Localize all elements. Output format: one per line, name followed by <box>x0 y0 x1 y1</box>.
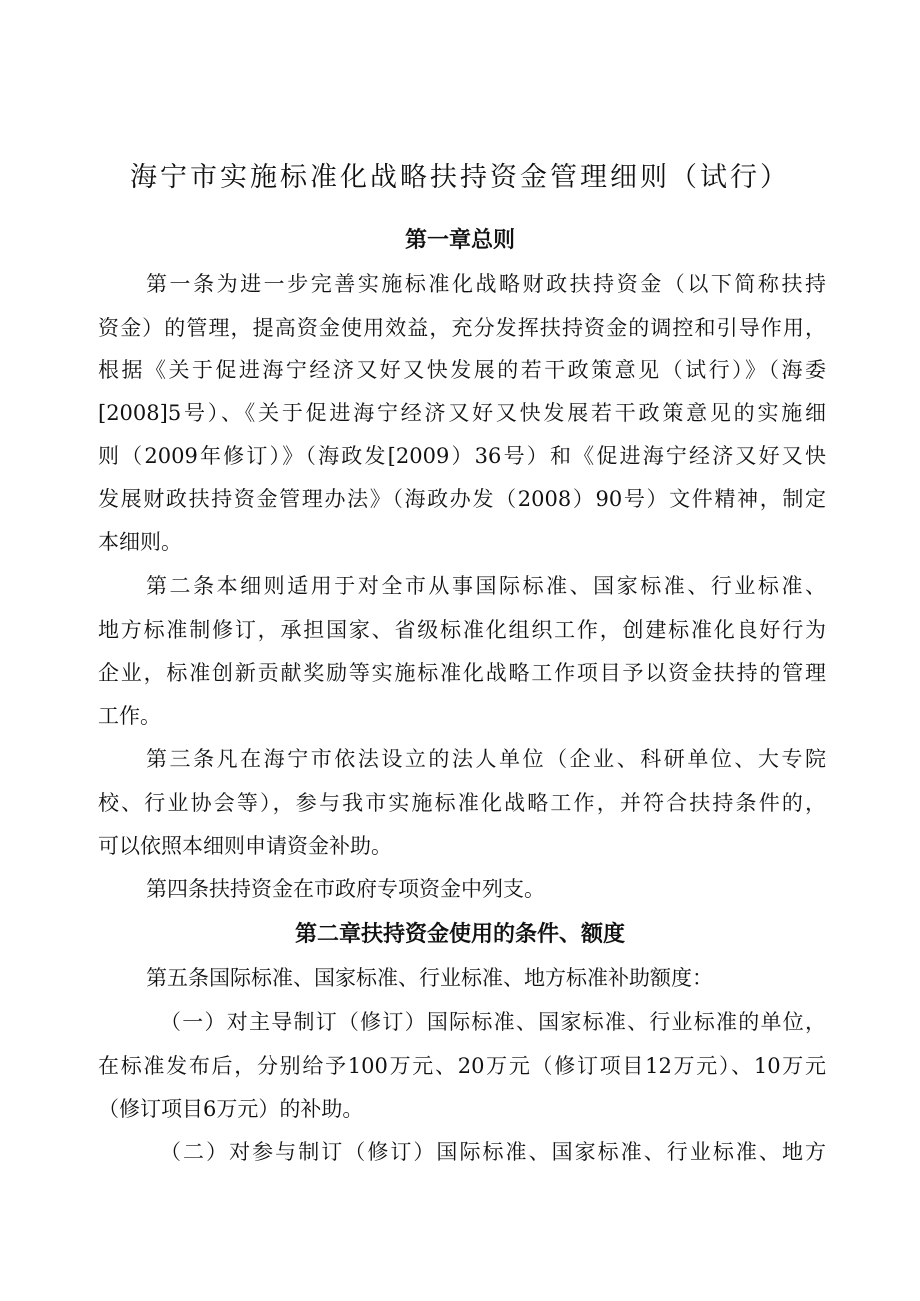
article-2-line: 工作。 <box>98 704 161 728</box>
item-1-line: （修订项目6万元）的补助。 <box>98 1097 364 1121</box>
article-1-line: [2008]5号）、《关于促进海宁经济又好又快发展若干政策意见的实施细 <box>98 401 826 425</box>
article-2-line: 地方标准制修订，承担国家、省级标准化组织工作，创建标准化良好行为 <box>98 618 826 642</box>
article-1-line: 发展财政扶持资金管理办法》（海政办发（2008）90号）文件精神，制定 <box>98 487 826 511</box>
article-5-line: 第五条国际标准、国家标准、行业标准、地方标准补助额度： <box>146 966 713 990</box>
article-1-line: 第一条为进一步完善实施标准化战略财政扶持资金（以下简称扶持 <box>146 272 826 296</box>
article-2-line: 第二条本细则适用于对全市从事国际标准、国家标准、行业标准、 <box>146 574 826 598</box>
article-1-line: 本细则。 <box>98 530 182 554</box>
item-1-line: （一）对主导制订（修订）国际标准、国家标准、行业标准的单位， <box>160 1010 826 1034</box>
chapter-2-heading: 第二章扶持资金使用的条件、额度 <box>294 921 625 947</box>
item-1-line: 在标准发布后，分别给予100万元、20万元（修订项目12万元）、10万元 <box>98 1054 826 1078</box>
item-2-line: （二）对参与制订（修订）国际标准、国家标准、行业标准、地方 <box>160 1140 826 1164</box>
chapter-1-heading: 第一章总则 <box>404 227 515 253</box>
article-3-line: 可以依照本细则申请资金补助。 <box>98 834 392 858</box>
document-title: 海宁市实施标准化战略扶持资金管理细则（试行） <box>130 162 790 193</box>
article-1-line: 根据《关于促进海宁经济又好又快发展的若干政策意见（试行）》（海委 <box>98 358 826 382</box>
article-4-line: 第四条扶持资金在市政府专项资金中列支。 <box>146 877 545 901</box>
article-1-line: 则（2009年修订）》（海政发[2009）36号）和《促进海宁经济又好又快 <box>98 444 826 468</box>
article-3-line: 校、行业协会等），参与我市实施标准化战略工作，并符合扶持条件的， <box>98 791 826 815</box>
article-2-line: 企业，标准创新贡献奖励等实施标准化战略工作项目予以资金扶持的管理 <box>98 661 826 685</box>
article-3-line: 第三条凡在海宁市依法设立的法人单位（企业、科研单位、大专院 <box>146 747 826 771</box>
article-1-line: 资金）的管理，提高资金使用效益，充分发挥扶持资金的调控和引导作用， <box>98 316 826 340</box>
